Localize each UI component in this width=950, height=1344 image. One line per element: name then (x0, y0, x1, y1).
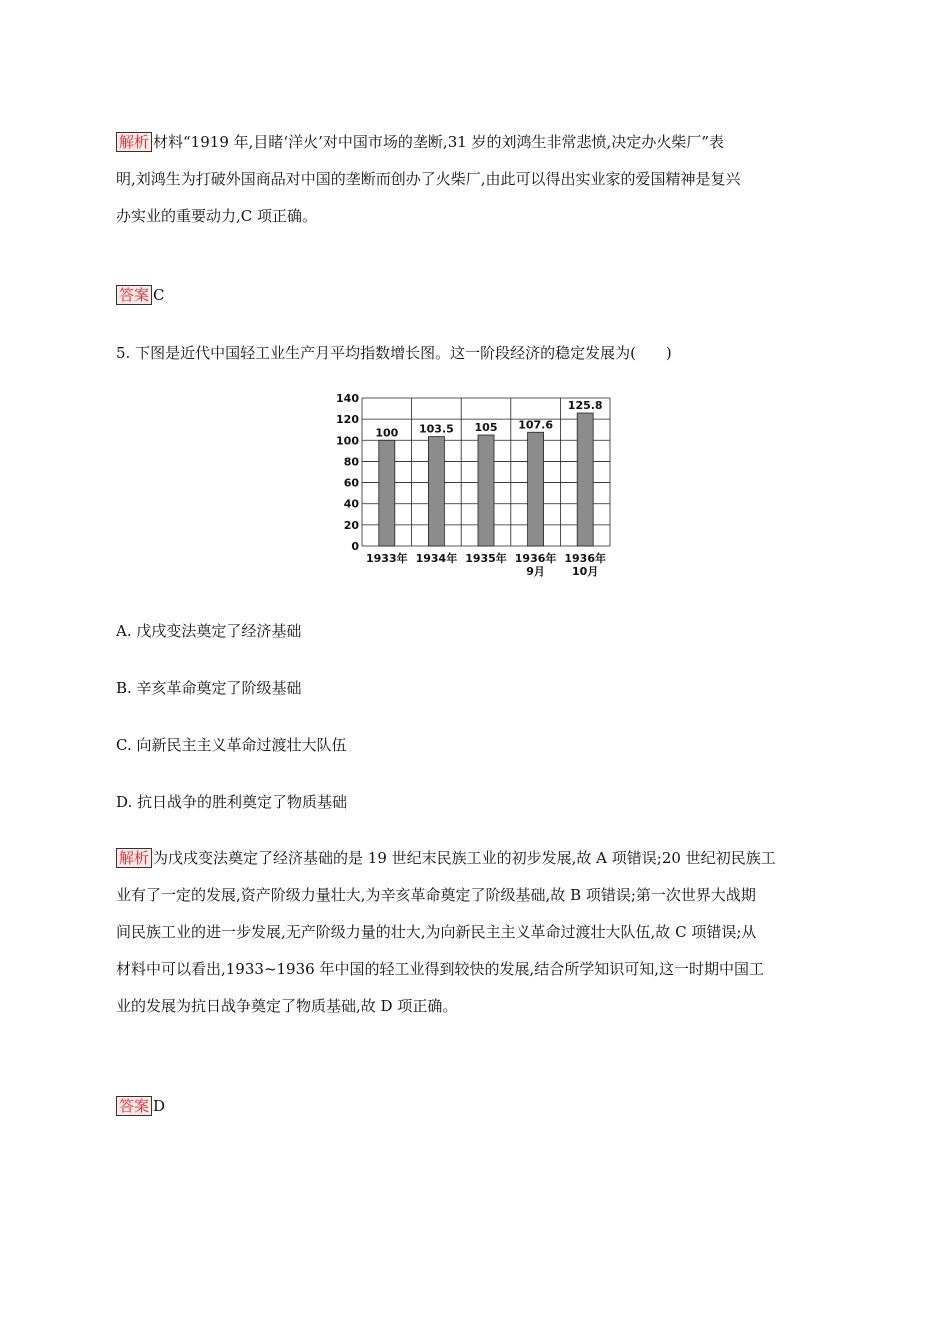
y-tick-label: 0 (351, 540, 359, 553)
analysis-line (116, 840, 832, 877)
analysis-line: 业有了一定的发展,资产阶级力量壮大,为辛亥革命奠定了阶级基础,故 B 项错误;第一次世界大战期 (116, 886, 756, 904)
option-d: D. 抗日战争的胜利奠定了物质基础 (116, 793, 348, 811)
x-tick-label: 1933年 (365, 552, 408, 565)
option-a: A. 戊戌变法奠定了经济基础 (116, 622, 302, 640)
analysis-line: 业的发展为抗日战争奠定了物质基础,故 D 项正确。 (116, 997, 458, 1015)
bar-chart (330, 390, 620, 588)
bar (428, 437, 444, 546)
option-b: B. 辛亥革命奠定了阶级基础 (116, 679, 302, 697)
answer-value: C (153, 286, 165, 304)
analysis-tag: 解析 (116, 848, 152, 868)
analysis-line: 明,刘鸿生为打破外国商品对中国的垄断而创办了火柴厂,由此可以得出实业家的爱国精神是复兴 (116, 170, 741, 188)
x-tick-label: 1934年 (415, 552, 458, 565)
x-tick-label: 1936年 (564, 552, 607, 565)
analysis-paragraph-1 (116, 124, 832, 235)
question-5-text: 5. 下图是近代中国轻工业生产月平均指数增长图。这一阶段经济的稳定发展为( ) (116, 344, 672, 362)
analysis-line: 间民族工业的进一步发展,无产阶级力量的壮大,为向新民主主义革命过渡壮大队伍,故 C 项错误;从 (116, 923, 757, 941)
answer-2 (116, 1095, 165, 1117)
analysis-line: 办实业的重要动力,C 项正确。 (116, 207, 318, 225)
answer-tag: 答案 (116, 1096, 152, 1116)
answer-1 (116, 284, 165, 306)
option-c: C. 向新民主主义革命过渡壮大队伍 (116, 736, 347, 754)
bar (379, 440, 395, 546)
bar-value-label: 125.8 (567, 399, 603, 413)
y-tick-label: 100 (336, 434, 359, 448)
bar-value-label: 103.5 (419, 422, 454, 436)
answer-tag: 答案 (116, 285, 152, 305)
x-tick-label: 10月 (572, 565, 599, 578)
bar (478, 435, 494, 546)
analysis-paragraph-2 (116, 840, 832, 1025)
y-tick-label: 120 (336, 413, 359, 427)
y-tick-label: 60 (343, 476, 359, 490)
x-tick-label: 1936年 (514, 552, 557, 565)
bar (577, 413, 593, 546)
bar (528, 432, 544, 546)
analysis-text: 材料“1919 年,目睹‘洋火’对中国市场的垄断,31 岁的刘鸿生非常悲愤,决定办火柴厂”表 (153, 133, 724, 151)
bar-value-label: 107.6 (518, 418, 553, 432)
bar-value-label: 100 (375, 426, 399, 440)
y-tick-label: 40 (343, 497, 359, 511)
analysis-line (116, 124, 832, 161)
x-tick-label: 9月 (526, 565, 545, 578)
y-tick-label: 20 (343, 518, 359, 532)
analysis-text: 为戊戌变法奠定了经济基础的是 19 世纪末民族工业的初步发展,故 A 项错误;20 世纪初民族工 (153, 849, 776, 867)
x-tick-label: 1935年 (465, 552, 507, 565)
answer-value: D (153, 1097, 166, 1115)
analysis-tag: 解析 (116, 132, 152, 152)
y-tick-label: 80 (343, 455, 359, 469)
y-tick-label: 140 (336, 392, 359, 405)
analysis-line: 材料中可以看出,1933~1936 年中国的轻工业得到较快的发展,结合所学知识可知,这一时期中国工 (116, 960, 764, 978)
bar-value-label: 105 (474, 421, 498, 434)
